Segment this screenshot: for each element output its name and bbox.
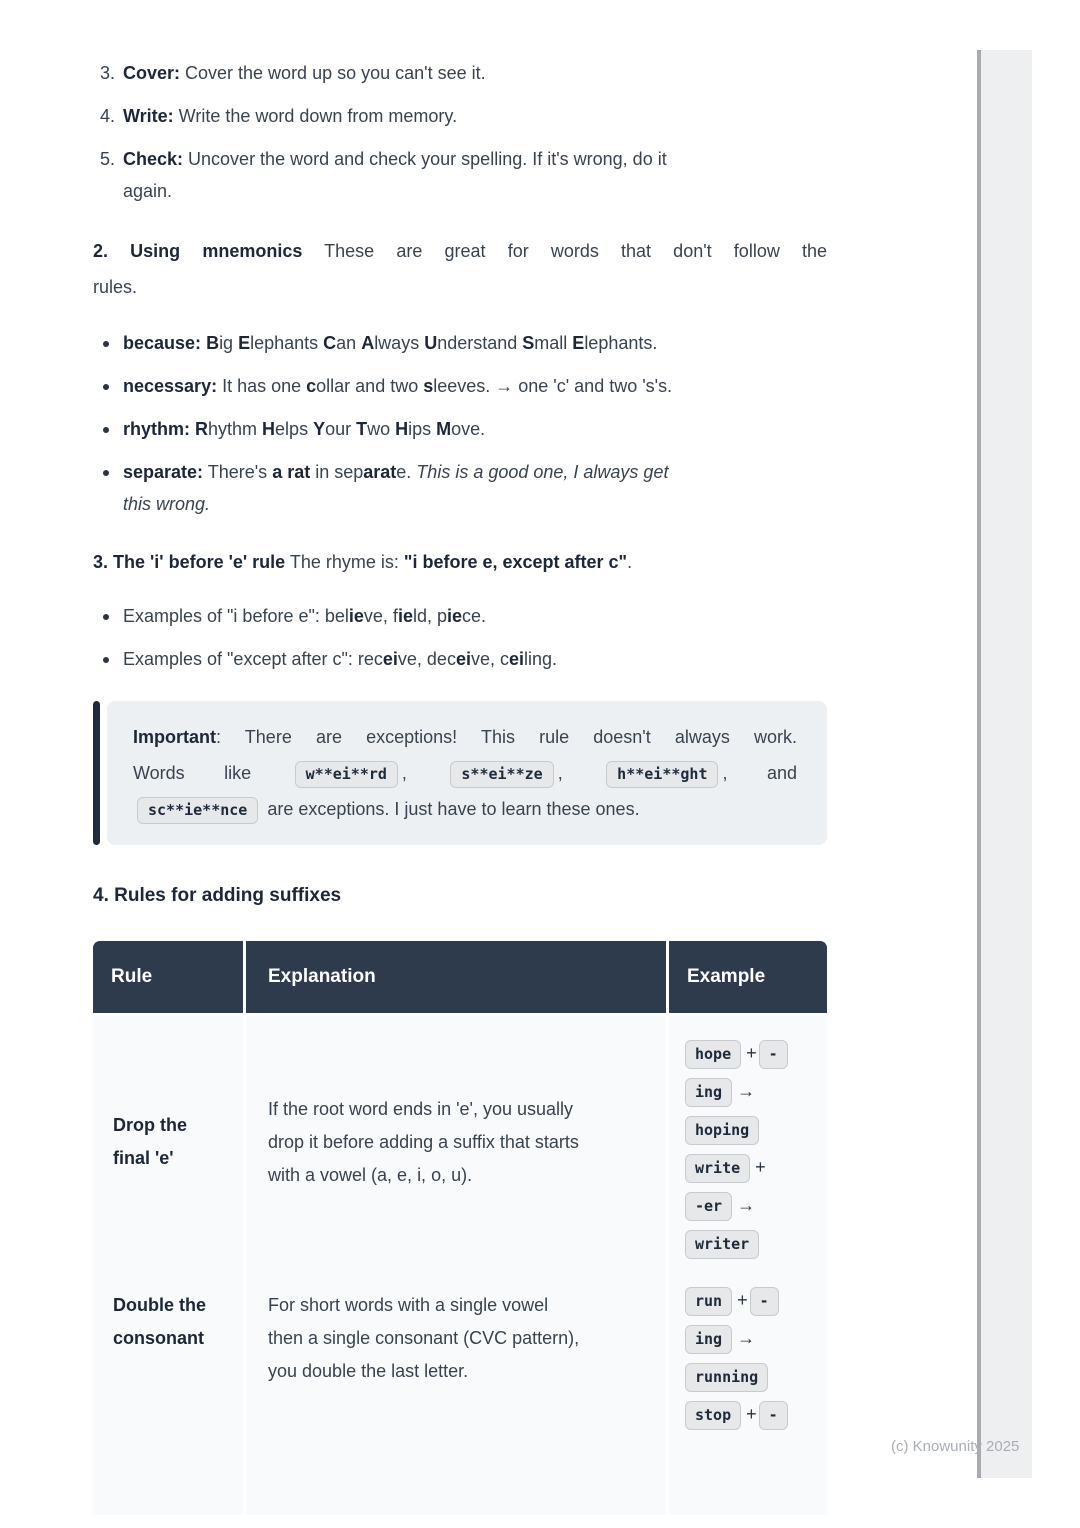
text-segment: T <box>356 419 368 439</box>
text-segment: H <box>395 419 409 439</box>
text-segment: leeves. → one 'c' and two 's's. <box>433 376 673 396</box>
text-segment: : There are exceptions! This rule doesn't always work. <box>216 727 797 747</box>
text-segment: H <box>262 419 276 439</box>
scrollbar-thumb[interactable] <box>977 50 981 1478</box>
text-segment: A <box>361 333 375 353</box>
section-heading-suffixes: 4. Rules for adding suffixes <box>93 885 342 906</box>
table-row <box>93 1261 827 1515</box>
suffix-rules-table <box>93 941 827 1515</box>
header-cell-rule: Rule <box>93 941 243 1013</box>
header-cell-explanation: Explanation <box>246 941 666 1013</box>
numbered-step-list <box>93 0 827 207</box>
text-segment: These are great for words that don't follow the <box>302 241 827 261</box>
arrow-icon: → <box>737 1195 756 1215</box>
bullet-text <box>123 643 827 675</box>
bullet-dot <box>93 327 123 359</box>
text-segment: are exceptions. I just have to learn these ones. <box>262 799 640 819</box>
text-segment: final 'e' <box>113 1148 174 1168</box>
table-header-row <box>93 941 827 1013</box>
text-segment: lephants. <box>584 333 658 353</box>
bullet-text <box>123 327 827 359</box>
text-segment: Words like <box>133 763 291 783</box>
code-chip: ing <box>685 1078 732 1107</box>
i-before-e-bullet-list <box>93 600 827 675</box>
bullet-text <box>123 413 827 445</box>
text-segment: Check: <box>123 149 184 169</box>
text-segment: Cover the word up so you can't see it. <box>180 63 486 83</box>
callout-accent-bar <box>93 701 100 845</box>
text-segment: . <box>627 552 633 572</box>
text-segment: Examples of "i before e": bel <box>123 606 349 626</box>
example-cell <box>669 1261 827 1515</box>
text-segment: nderstand <box>437 333 523 353</box>
callout-body <box>107 701 827 845</box>
header-cell-example: Example <box>669 941 827 1013</box>
text-segment: R <box>195 419 209 439</box>
text-segment: Drop the <box>113 1115 187 1135</box>
step-item <box>93 100 827 132</box>
step-item <box>93 57 827 89</box>
text-segment: ve, f <box>363 606 398 626</box>
text-segment: ei <box>508 649 524 669</box>
text-segment: "i before e, except after c" <box>403 552 628 572</box>
scrollbar-track[interactable] <box>981 50 1032 1478</box>
text-segment: ei <box>382 649 398 669</box>
text-segment: Double the <box>113 1295 206 1315</box>
text-segment: ld, p <box>412 606 447 626</box>
text-segment: 3. The 'i' before 'e' rule <box>93 552 286 572</box>
text-segment: U <box>424 333 438 353</box>
rule-cell <box>93 1261 243 1515</box>
mnemonics-bullet-list <box>93 327 827 520</box>
text-segment: C <box>323 333 337 353</box>
step-text <box>123 57 827 89</box>
text-segment: ollar and two <box>316 376 424 396</box>
code-chip: - <box>750 1287 779 1316</box>
step-item <box>93 143 827 207</box>
text-segment: a rat <box>272 462 311 482</box>
plus-operator: + <box>737 1290 748 1310</box>
code-chip: - <box>759 1040 788 1069</box>
text-segment: ove. <box>451 419 486 439</box>
text-segment: wo <box>367 419 396 439</box>
text-segment: ve, c <box>470 649 509 669</box>
text-segment: It has one <box>217 376 307 396</box>
list-item <box>93 413 827 445</box>
text-segment: mall <box>534 333 573 353</box>
text-segment: ce. <box>462 606 487 626</box>
text-segment: lephants <box>250 333 324 353</box>
text-segment: ie <box>397 606 413 626</box>
text-segment: ig <box>219 333 239 353</box>
step-text <box>123 100 827 132</box>
bullet-dot <box>93 643 123 675</box>
text-segment: consonant <box>113 1328 205 1348</box>
text-segment: E <box>238 333 251 353</box>
text-segment: drop it before adding a suffix that starts <box>268 1131 579 1152</box>
list-item <box>93 370 827 402</box>
code-chip: writer <box>685 1230 759 1259</box>
text-segment: Important <box>133 727 216 747</box>
text-segment: rhythm: <box>123 419 190 439</box>
text-segment: ips <box>408 419 437 439</box>
text-segment: Y <box>313 419 326 439</box>
text-segment: ve, dec <box>397 649 456 669</box>
text-segment: arat <box>363 462 397 482</box>
important-callout <box>93 701 827 845</box>
table-row <box>93 1016 827 1258</box>
text-segment: There's <box>203 462 273 482</box>
text-segment: hythm <box>208 419 263 439</box>
text-segment: e. <box>396 462 417 482</box>
text-segment: ling. <box>524 649 558 669</box>
text-segment: necessary: <box>123 376 218 396</box>
code-chip: w**ei**rd <box>295 761 398 788</box>
step-number: 4. <box>100 106 116 126</box>
bullet-text <box>123 456 827 520</box>
bullet-text <box>123 600 827 632</box>
code-chip: h**ei**ght <box>606 761 718 788</box>
code-chip: s**ei**ze <box>450 761 553 788</box>
text-segment: Write the word down from memory. <box>173 106 458 126</box>
text-segment: because: <box>123 333 202 353</box>
code-chip: hope <box>685 1040 741 1069</box>
arrow-icon: → <box>737 1328 756 1348</box>
text-segment: an <box>336 333 362 353</box>
text-segment: elps <box>275 419 314 439</box>
list-item <box>93 643 827 675</box>
text-segment: ei <box>455 649 471 669</box>
text-segment: The rhyme is: <box>285 552 404 572</box>
rule-cell <box>93 1016 243 1268</box>
list-item <box>93 600 827 632</box>
code-chip: ing <box>685 1325 732 1354</box>
text-segment: you double the last letter. <box>268 1361 469 1381</box>
plus-operator: + <box>755 1157 766 1177</box>
list-item <box>93 327 827 359</box>
content-column <box>93 0 827 1515</box>
text-segment: Uncover the word and check your spelling. If it's wrong, do it <box>183 149 667 169</box>
bullet-dot <box>93 600 123 632</box>
section-heading-mnemonics <box>93 233 827 305</box>
copyright-text: (c) Knowunity 2025 <box>891 1438 1020 1455</box>
text-segment: 2. Using mnemonics <box>93 241 303 261</box>
step-number: 3. <box>100 63 116 83</box>
text-segment: Cover: <box>123 63 181 83</box>
code-chip: running <box>685 1363 768 1392</box>
list-item <box>93 456 827 520</box>
text-segment: then a single consonant (CVC pattern), <box>268 1328 580 1348</box>
code-chip: hoping <box>685 1116 759 1145</box>
text-segment: c <box>306 376 317 396</box>
bullet-dot <box>93 413 123 445</box>
text-segment: , <box>401 763 447 783</box>
text-segment: M <box>436 419 452 439</box>
text-segment: again. <box>123 181 173 201</box>
text-segment: Write: <box>123 106 174 126</box>
text-segment: s <box>423 376 434 396</box>
code-chip: run <box>685 1287 732 1316</box>
code-chip: stop <box>685 1401 741 1430</box>
text-segment: B <box>206 333 220 353</box>
text-segment: ie <box>446 606 462 626</box>
plus-operator: + <box>746 1404 757 1424</box>
step-number: 5. <box>100 149 116 169</box>
text-segment: This is a good one, I always get <box>416 462 669 482</box>
text-segment: this wrong. <box>123 494 211 514</box>
text-segment: , and <box>722 763 797 783</box>
text-segment: S <box>522 333 535 353</box>
text-segment: lways <box>374 333 425 353</box>
code-chip: write <box>685 1154 750 1183</box>
code-chip: sc**ie**nce <box>137 797 258 824</box>
text-segment: with a vowel (a, e, i, o, u). <box>268 1164 473 1185</box>
explanation-cell <box>246 1261 666 1515</box>
text-segment: ie <box>348 606 364 626</box>
step-text <box>123 143 827 207</box>
text-segment: rules. <box>93 277 138 297</box>
code-chip: -er <box>685 1192 732 1221</box>
bullet-dot <box>93 370 123 402</box>
code-chip: - <box>759 1401 788 1430</box>
section-heading-i-before-e <box>93 546 827 578</box>
bullet-dot <box>93 456 123 520</box>
text-segment: separate: <box>123 462 204 482</box>
text-segment: in sep <box>310 462 364 482</box>
arrow-icon: → <box>737 1081 756 1101</box>
text-segment: Examples of "except after c": rec <box>123 649 383 669</box>
bullet-text <box>123 370 827 402</box>
text-segment: our <box>325 419 357 439</box>
text-segment: , <box>557 763 603 783</box>
explanation-cell <box>246 1016 666 1268</box>
text-segment: For short words with a single vowel <box>268 1295 549 1315</box>
text-segment: If the root word ends in 'e', you usually <box>268 1098 574 1119</box>
plus-operator: + <box>746 1043 757 1063</box>
text-segment: E <box>572 333 585 353</box>
example-cell <box>669 1016 827 1268</box>
